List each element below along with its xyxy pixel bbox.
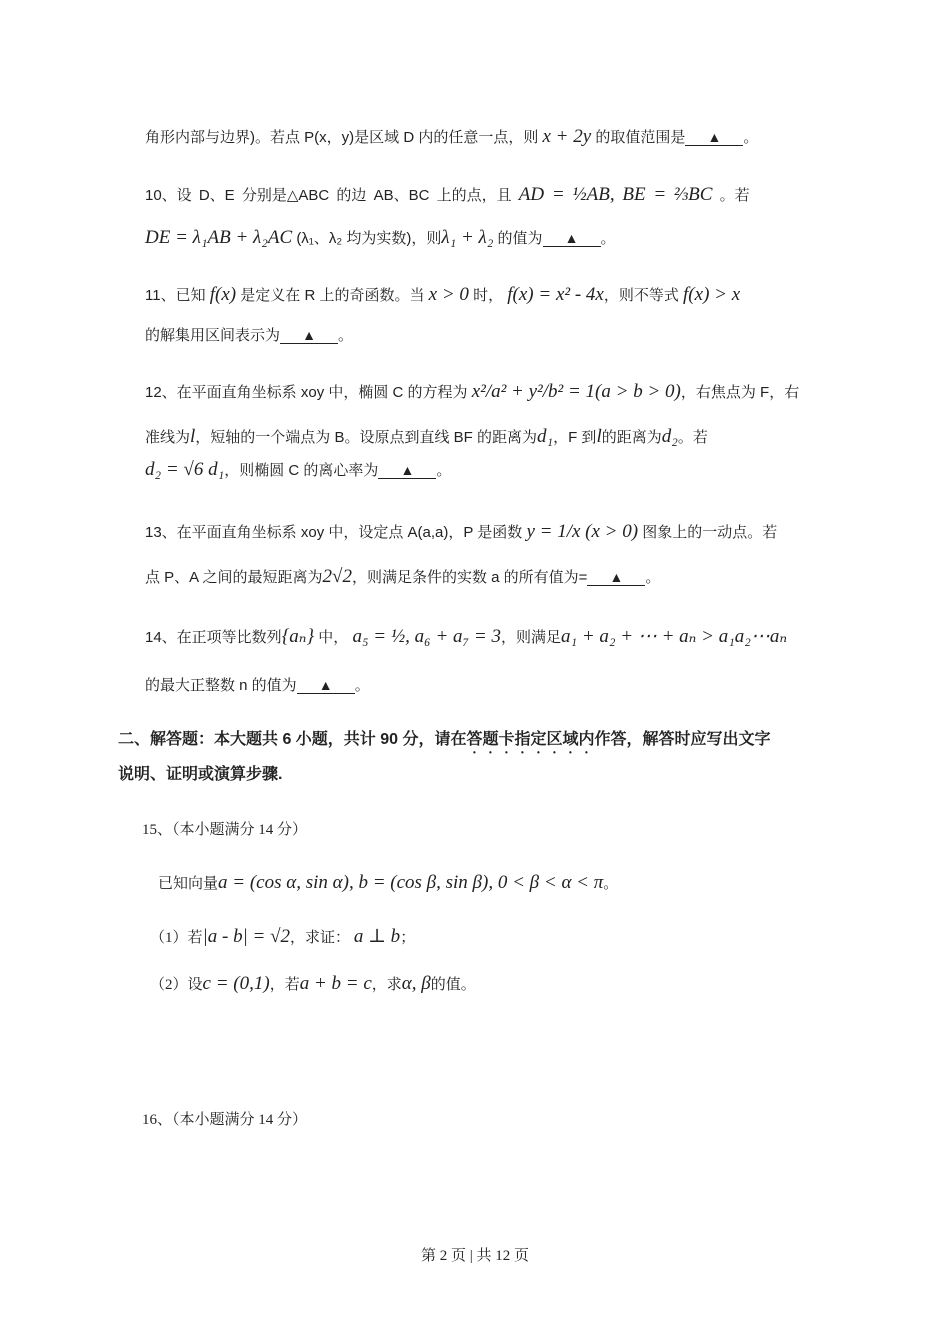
math: x + 2y — [542, 126, 592, 147]
text: ，求 — [371, 977, 402, 993]
text: 11、已知 — [145, 287, 206, 304]
math: f(x) > x — [683, 284, 741, 305]
q12-line3 — [145, 460, 451, 481]
text: 。若 — [677, 429, 708, 446]
math: a ⊥ b — [353, 926, 401, 947]
text: 。 — [600, 230, 616, 247]
math: a + b = c — [299, 973, 372, 994]
text: ，右焦点为 F，右 — [680, 384, 800, 401]
text: 的取值范围是 — [595, 129, 686, 146]
text: ，短轴的一个端点为 B。设原点到直线 BF 的距离为 — [195, 429, 537, 446]
math: AD = ½AB, BE = ⅔BC — [518, 184, 713, 205]
text: 。 — [645, 569, 661, 586]
q13-line2 — [145, 567, 660, 588]
math: a = (cos α, sin α), b = (cos β, sin β), 0 < β < α < π — [218, 872, 604, 893]
answer-blank: ▲ — [297, 677, 355, 694]
math: λ₁ + λ₂ — [441, 227, 494, 248]
q14-line1 — [145, 627, 787, 648]
text: ，求证： — [290, 930, 351, 946]
answer-blank: ▲ — [587, 569, 645, 586]
text: （2）设 — [150, 977, 203, 993]
text: 是定义在 R 上的奇函数。当 — [240, 287, 425, 304]
text: 图象上的一动点。若 — [642, 524, 778, 541]
q15-part2 — [150, 974, 476, 995]
math: l — [190, 426, 196, 447]
math: 2√2 — [322, 566, 352, 587]
math: d₂ = √6 d₁ — [145, 459, 225, 480]
text: 的值为 — [497, 230, 543, 247]
text: 12、在平面直角坐标系 xoy 中，椭圆 C 的方程为 — [145, 384, 468, 401]
text: 时， — [473, 287, 504, 304]
q15-given — [158, 873, 618, 894]
q10-line1 — [145, 185, 750, 206]
math: a₁ + a₂ + ⋯ + aₙ > a₁a₂⋯aₙ — [561, 626, 788, 647]
text: ； — [400, 930, 416, 946]
q11-line2 — [145, 326, 353, 346]
answer-blank: ▲ — [685, 129, 743, 146]
text: 。若 — [719, 187, 750, 204]
text: 。 — [603, 876, 619, 892]
text: 的解集用区间表示为 — [145, 327, 281, 344]
q16-title: 16、（本小题满分 14 分） — [142, 1112, 308, 1128]
math: f(x) = x² - 4x — [507, 284, 604, 305]
text: （1）若 — [150, 930, 203, 946]
q15-part1 — [150, 927, 415, 948]
text: 10、设 D、E 分别是△ABC 的边 AB、BC 上的点，且 — [145, 187, 512, 204]
answer-blank: ▲ — [543, 230, 601, 247]
answer-blank: ▲ — [280, 327, 338, 344]
text: 。 — [436, 462, 452, 479]
math: f(x) — [209, 284, 237, 305]
text: 已知向量 — [158, 876, 219, 892]
q14-line2 — [145, 676, 370, 696]
math: x > 0 — [428, 284, 469, 305]
text: 。 — [743, 129, 759, 146]
q9-line — [145, 127, 758, 148]
math: d₂ — [661, 426, 678, 447]
text: ，若 — [269, 977, 300, 993]
text: ，则不等式 — [603, 287, 679, 304]
section2-heading-cont: 说明、证明或演算步骤. — [118, 766, 283, 783]
q11-line1 — [145, 285, 740, 306]
text: ，F 到 — [553, 429, 597, 446]
text: ，则满足 — [500, 629, 561, 646]
text: 13、在平面直角坐标系 xoy 中，设定点 A(a,a)，P 是函数 — [145, 524, 523, 541]
section2-heading — [118, 730, 771, 757]
emphasized-text: 答题卡指定区域内 — [466, 731, 595, 748]
page-footer: 第 2 页 | 共 12 页 — [420, 1248, 529, 1264]
text: 准线为 — [145, 429, 191, 446]
math: c = (0,1) — [202, 973, 270, 994]
text: 的最大正整数 n 的值为 — [145, 677, 297, 694]
math: DE = λ₁AB + λ₂AC — [145, 227, 293, 248]
q12-line2 — [145, 427, 708, 448]
text: 中， — [318, 629, 349, 646]
text: 点 P、A 之间的最短距离为 — [145, 569, 323, 586]
q15-title: 15、（本小题满分 14 分） — [142, 822, 308, 838]
text: ，则椭圆 C 的离心率为 — [224, 462, 379, 479]
math: x²/a² + y²/b² = 1(a > b > 0) — [471, 381, 681, 402]
math: {aₙ} — [281, 626, 315, 647]
math: l — [596, 426, 602, 447]
text: 的值。 — [430, 977, 476, 993]
text: 。 — [354, 677, 370, 694]
text: 二、解答题：本大题共 6 小题，共计 90 分，请在 — [118, 731, 467, 748]
text: 14、在正项等比数列 — [145, 629, 282, 646]
q10-line2 — [145, 228, 616, 249]
answer-blank: ▲ — [378, 462, 436, 479]
text: 作答，解答时应写出文字 — [594, 731, 771, 748]
text: ，则满足条件的实数 a 的所有值为= — [351, 569, 588, 586]
math: α, β — [401, 973, 431, 994]
math: |a - b| = √2 — [202, 926, 291, 947]
math: d₁ — [536, 426, 554, 447]
text: 。 — [338, 327, 354, 344]
q12-line1 — [145, 382, 799, 403]
text: 的距离为 — [601, 429, 662, 446]
q13-line1 — [145, 522, 777, 543]
math: a₅ = ½, a₆ + a₇ = 3 — [352, 626, 501, 647]
text: 角形内部与边界)。若点 P(x，y)是区域 D 内的任意一点，则 — [145, 129, 539, 146]
text: (λ₁、λ₂ 均为实数)，则 — [296, 230, 442, 247]
math: y = 1/x (x > 0) — [526, 521, 639, 542]
